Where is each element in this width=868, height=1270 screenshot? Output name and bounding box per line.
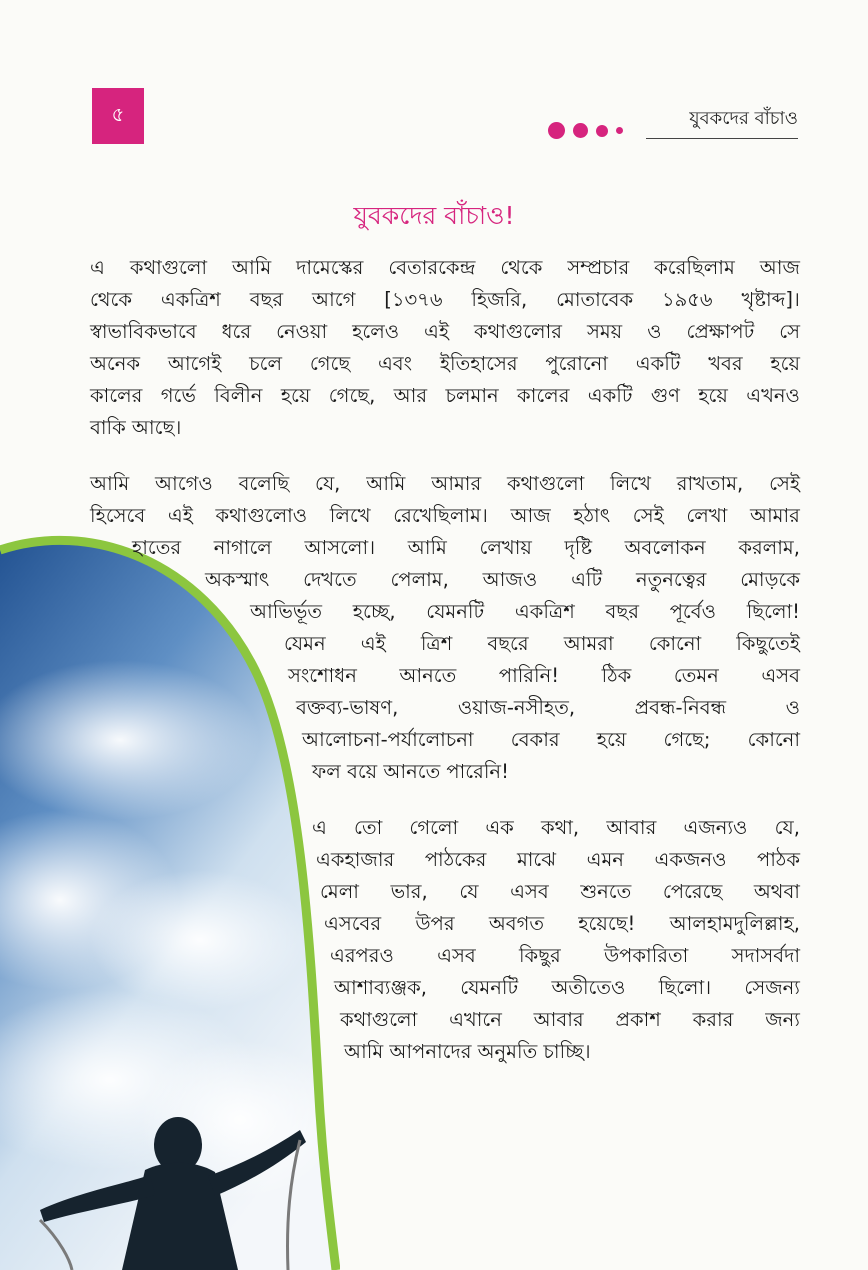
text-line: এসবের উপর অবগত হয়েছে! আলহামদুলিল্লাহ, xyxy=(324,912,800,935)
header-rule xyxy=(646,138,798,139)
text-line: আশাব্যঞ্জক, যেমনটি অতীতেও ছিলো। সেজন্য xyxy=(334,976,800,999)
running-title: যুবকদের বাঁচাও xyxy=(689,108,798,129)
text-line: সংশোধন আনতে পারিনি! ঠিক তেমন এসব xyxy=(288,664,800,687)
text-line: এ তো গেলো এক কথা, আবার এজন্যও যে, xyxy=(312,816,800,839)
decorative-dots xyxy=(548,122,623,139)
text-line: হিসেবে এই কথাগুলোও লিখে রেখেছিলাম। আজ হঠাৎ সেই লেখা আমার xyxy=(90,504,800,527)
running-header xyxy=(548,98,798,148)
text-line: আমি আপনাদের অনুমতি চাচ্ছি। xyxy=(344,1040,591,1063)
text-line: বাকি আছে। xyxy=(90,416,182,439)
text-line: অকস্মাৎ দেখতে পেলাম, আজও এটি নতুনত্বের মোড়কে xyxy=(205,568,800,591)
text-line: বক্তব্য-ভাষণ, ওয়াজ-নসীহত, প্রবন্ধ-নিবন্ধ ও xyxy=(296,696,800,719)
text-line: থেকে একত্রিশ বছর আগে [১৩৭৬ হিজরি, মোতাবেক ১৯৫৬ খৃষ্টাব্দ]। xyxy=(90,288,800,311)
text-line: কালের গর্ভে বিলীন হয়ে গেছে, আর চলমান কালের একটি গুণ হয়ে এখনও xyxy=(90,384,800,407)
text-line: আলোচনা-পর্যালোচনা বেকার হয়ে গেছে; কোনো xyxy=(302,728,800,751)
text-line: আভির্ভূত হচ্ছে, যেমনটি একত্রিশ বছর পূর্বেও ছিলো! xyxy=(250,600,800,623)
chapter-title: যুবকদের বাঁচাও! xyxy=(353,201,515,230)
text-line: হাতের নাগালে আসলো। আমি লেখায় দৃষ্টি অবলোকন করলাম, xyxy=(132,536,800,559)
text-line: একহাজার পাঠকের মাঝে এমন একজনও পাঠক xyxy=(316,848,800,871)
page-number: ৫ xyxy=(92,88,144,144)
text-line: অনেক আগেই চলে গেছে এবং ইতিহাসের পুরোনো একটি খবর হয়ে xyxy=(90,352,800,375)
text-line: ফল বয়ে আনতে পারেনি! xyxy=(312,760,509,783)
text-line: কথাগুলো এখানে আবার প্রকাশ করার জন্য xyxy=(340,1008,800,1031)
text-line: আমি আগেও বলেছি যে, আমি আমার কথাগুলো লিখে রাখতাম, সেই xyxy=(90,472,800,495)
text-line: এ কথাগুলো আমি দামেস্কের বেতারকেন্দ্র থেকে সম্প্রচার করেছিলাম আজ xyxy=(90,256,800,279)
text-line: স্বাভাবিকভাবে ধরে নেওয়া হলেও এই কথাগুলোর সময় ও প্রেক্ষাপট সে xyxy=(90,320,800,343)
text-line: এরপরও এসব কিছুর উপকারিতা সদাসর্বদা xyxy=(330,944,800,967)
text-line: মেলা ভার, যে এসব শুনতে পেরেছে অথবা xyxy=(320,880,800,903)
text-line: যেমন এই ত্রিশ বছরে আমরা কোনো কিছুতেই xyxy=(284,632,800,655)
